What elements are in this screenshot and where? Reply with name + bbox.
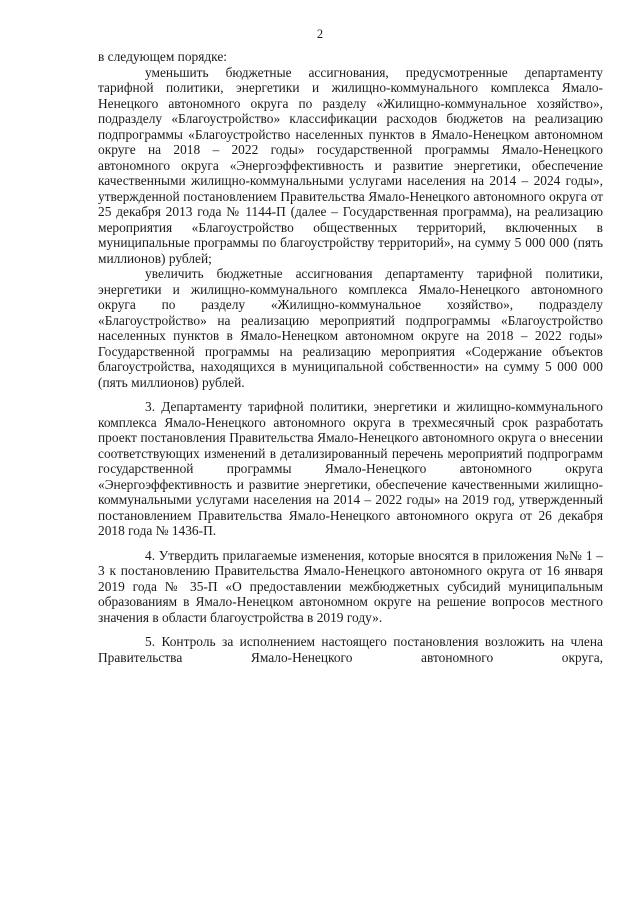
- paragraph-decrease-allocations: уменьшить бюджетные ассигнования, предусмотренные департаменту тарифной политики, энергетики и жилищно-коммунального комплекса Ямало-Ненецкого автономного округа по разделу «Жилищно-коммунальное хозяйство», подразделу «Благоустройство» классификации расходов бюджетов на реализацию подпрограммы «Благоустройство населенных пунктов в Ямало-Ненецком автономном округе на 2018 – 2022 годы» государственной программы Ямало-Ненецкого автономного округа «Энергоэффективность и развитие энергетики, обеспечение качественными жилищно-коммунальными услугами населения на 2014 – 2024 годы», утвержденной постановлением Правительства Ямало-Ненецкого автономного округа от 25 декабря 2013 года № 1144-П (далее – Государственная программа), на реализацию мероприятия «Благоустройство общественных территорий, включенных в муниципальные программы по благоустройству территорий», на сумму 5 000 000 (пять миллионов) рублей;: [98, 64, 603, 266]
- paragraph-increase-allocations: увеличить бюджетные ассигнования департаменту тарифной политики, энергетики и жилищно-коммунального комплекса Ямало-Ненецкого автономного округа по разделу «Жилищно-коммунальное хозяйство», подразделу «Благоустройство» на реализацию мероприятий подпрограммы «Благоустройство населенных пунктов в Ямало-Ненецком автономном округе на 2018 – 2022 годы» Государственной программы на реализацию мероприятия «Содержание объектов благоустройства, находящихся в муниципальной собственности» на сумму 5 000 000 (пять миллионов) рублей.: [98, 266, 603, 390]
- paragraph-item-3: 3. Департаменту тарифной политики, энергетики и жилищно-коммунального комплекса Ямало-Ненецкого автономного округа в трехмесячный срок разработать проект постановления Правительства Ямало-Ненецкого автономного округа о внесении соответствующих изменений в детализированный перечень мероприятий подпрограмм государственной программы Ямало-Ненецкого автономного округа «Энергоэффективность и развитие энергетики, обеспечение качественными жилищно-коммунальными услугами населения на 2014 – 2022 годы» на 2019 год, утвержденный постановлением Правительства Ямало-Ненецкого автономного округа от 26 декабря 2018 года № 1436-П.: [98, 399, 603, 538]
- paragraph-item-5: 5. Контроль за исполнением настоящего постановления возложить на члена Правительства Ямало-Ненецкого автономного округа,: [98, 634, 603, 665]
- paragraph-intro: в следующем порядке:: [98, 49, 228, 64]
- page-number: 2: [316, 27, 324, 41]
- paragraph-item-4: 4. Утвердить прилагаемые изменения, которые вносятся в приложения №№ 1 – 3 к постановлению Правительства Ямало-Ненецкого автономного округа от 16 января 2019 года № 35-П «О предоставлении межбюджетных субсидий муниципальным образованиям в Ямало-Ненецком автономном округе на решение вопросов местного значения в области благоустройства в 2019 году».: [98, 547, 603, 625]
- document-body: [98, 49, 603, 665]
